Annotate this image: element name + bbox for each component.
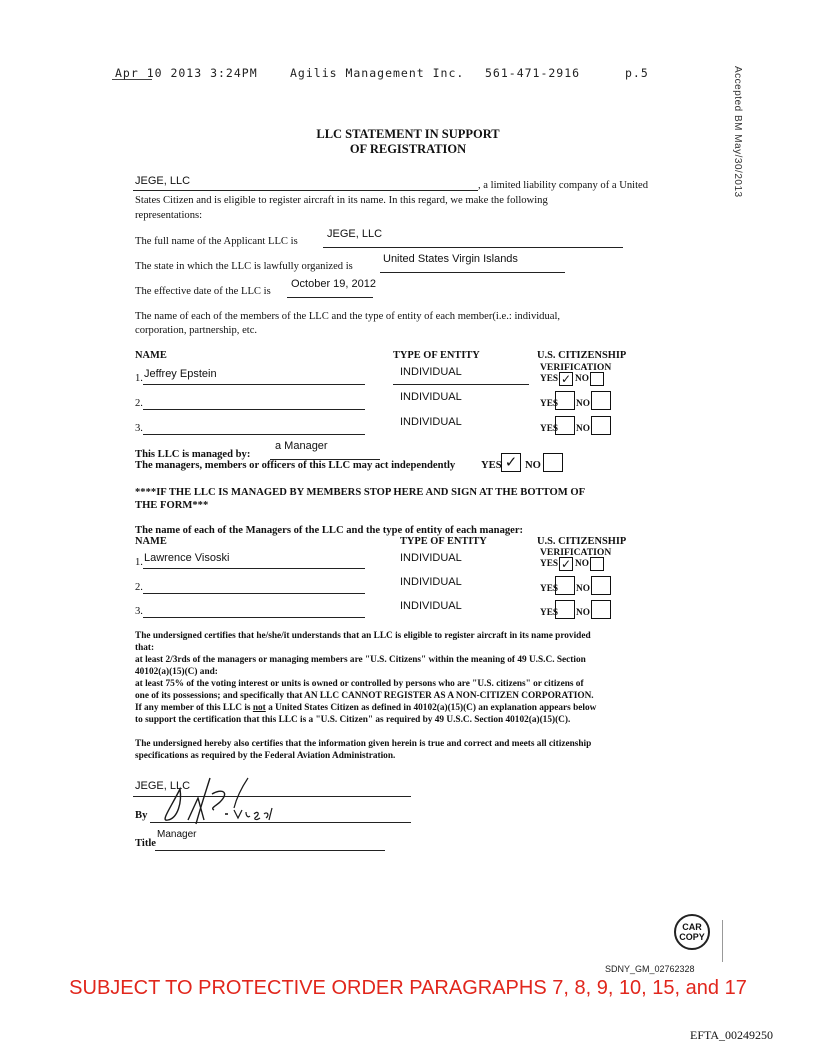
- member-2-no-label: NO: [576, 399, 590, 409]
- stop-notice-line2: THE FORM***: [135, 500, 209, 511]
- managers-intro: The name of each of the Managers of the LLC and the type of entity of each manager:: [135, 525, 524, 536]
- member-1-underline: [143, 384, 365, 385]
- member-1-yes-checkbox[interactable]: [559, 372, 573, 386]
- car-copy-stamp: [674, 914, 710, 950]
- manager-1-no-checkbox[interactable]: [590, 557, 604, 571]
- state-value: United States Virgin Islands: [383, 253, 518, 265]
- intro-line2: States Citizen and is eligible to register aircraft in its name. In this regard, we make the following: [135, 195, 548, 206]
- effective-date-value: October 19, 2012: [291, 278, 377, 290]
- form-title-line1: LLC STATEMENT IN SUPPORT: [316, 127, 500, 141]
- manager-2-yes-label: YES: [540, 584, 559, 594]
- car-copy-line1: CAR: [682, 922, 702, 932]
- independent-yes-checkbox[interactable]: [501, 453, 521, 472]
- member-1-yes-check: ✓: [560, 372, 572, 386]
- fax-company: Agilis Management Inc.: [290, 66, 465, 80]
- member-1-name: Jeffrey Epstein: [144, 368, 217, 380]
- cert-line7-end: a United States Citizen as defined in 40102(a)(15)(C) an explanation appears below: [268, 703, 597, 713]
- independent-no-checkbox[interactable]: [543, 453, 563, 472]
- manager-2-no-checkbox[interactable]: [591, 576, 611, 595]
- managers-col-name: NAME: [135, 536, 167, 547]
- member-2-underline: [143, 409, 365, 410]
- manager-2-num: 2.: [135, 582, 143, 593]
- member-1-type: INDIVIDUAL: [400, 366, 462, 378]
- full-name-underline: [323, 247, 623, 248]
- effective-date-label: The effective date of the LLC is: [135, 286, 271, 297]
- cert-line8: to support the certification that this LLC is a "U.S. Citizen" as required by 49 U.S.C. Section 40102(a)(15)(C).: [135, 715, 571, 725]
- independent-label: The managers, members or officers of this LLC may act independently: [135, 460, 456, 471]
- member-1-no-checkbox[interactable]: [590, 372, 604, 386]
- cert-line7: [135, 703, 596, 713]
- independent-no-label: NO: [525, 460, 541, 471]
- members-col-name: NAME: [135, 350, 167, 361]
- manager-1-underline: [143, 568, 365, 569]
- members-col-citizenship: U.S. CITIZENSHIP: [537, 350, 627, 361]
- cert-line1: The undersigned certifies that he/she/it understands that an LLC is eligible to register aircraft in its name provided: [135, 631, 591, 641]
- state-underline: [380, 272, 565, 273]
- member-3-type: INDIVIDUAL: [400, 416, 462, 428]
- managed-by-label: This LLC is managed by:: [135, 449, 251, 460]
- members-col-verification: VERIFICATION: [540, 362, 612, 373]
- efta-number: EFTA_00249250: [690, 1028, 774, 1042]
- by-label: By: [135, 810, 148, 821]
- full-name-label: The full name of the Applicant LLC is: [135, 236, 298, 247]
- margin-mark: [722, 920, 723, 962]
- protective-order-banner: SUBJECT TO PROTECTIVE ORDER PARAGRAPHS 7, 8, 9, 10, 15, and 17: [69, 977, 747, 999]
- intro-suffix: , a limited liability company of a United: [478, 180, 649, 191]
- member-2-yes-checkbox[interactable]: [555, 391, 575, 410]
- form-title-line2: OF REGISTRATION: [349, 142, 467, 156]
- cert-line4: 40102(a)(15)(C) and:: [135, 667, 218, 677]
- member-3-yes-label: YES: [540, 424, 559, 434]
- cert-line2: that:: [135, 643, 155, 653]
- cert-line5: at least 75% of the voting interest or units is owned or controlled by persons who are "U.S. citizens" or citizens of: [135, 679, 584, 689]
- member-3-no-label: NO: [576, 424, 590, 434]
- member-3-num: 3.: [135, 423, 143, 434]
- cert-line7-start: If any member of this LLC is: [135, 703, 251, 713]
- also-certifies-line2: specifications as required by the Federal Aviation Administration.: [135, 751, 396, 761]
- manager-2-type: INDIVIDUAL: [400, 576, 462, 588]
- manager-3-no-checkbox[interactable]: [591, 600, 611, 619]
- cert-line7-not: not: [252, 703, 266, 713]
- members-intro-line1: The name of each of the members of the LLC and the type of entity of each member(i.e.: individual,: [135, 311, 561, 322]
- member-3-yes-checkbox[interactable]: [555, 416, 575, 435]
- manager-1-yes-check: ✓: [560, 557, 572, 571]
- llc-name-underline: [133, 190, 478, 191]
- state-label: The state in which the LLC is lawfully organized is: [135, 261, 353, 272]
- also-certifies-line1: The undersigned hereby also certifies that the information given herein is true and correct and meets all citizenship: [135, 739, 592, 749]
- stop-notice-line1: ****IF THE LLC IS MANAGED BY MEMBERS STOP HERE AND SIGN AT THE BOTTOM OF: [135, 487, 586, 498]
- fax-date: Apr 10 2013 3:24PM: [115, 66, 258, 80]
- intro-line3: representations:: [135, 210, 203, 221]
- managers-col-type: TYPE OF ENTITY: [400, 536, 487, 547]
- independent-yes-check: ✓: [504, 453, 518, 471]
- signature-llc-name: JEGE, LLC: [135, 780, 191, 792]
- manager-3-yes-label: YES: [540, 608, 559, 618]
- full-name-value: JEGE, LLC: [327, 228, 383, 240]
- cert-line6: one of its possessions; and specifically that AN LLC CANNOT REGISTER AS A NON-CITIZEN CORPORATION.: [135, 691, 594, 701]
- member-1-no-label: NO: [575, 374, 589, 384]
- effective-date-underline: [287, 297, 373, 298]
- manager-3-num: 3.: [135, 606, 143, 617]
- independent-yes-label: YES: [481, 460, 502, 471]
- car-copy-line2: COPY: [679, 932, 705, 942]
- fax-phone: 561-471-2916: [485, 66, 581, 80]
- manager-1-num: 1.: [135, 557, 143, 568]
- manager-3-type: INDIVIDUAL: [400, 600, 462, 612]
- manager-3-no-label: NO: [576, 608, 590, 618]
- title-label: Title: [135, 838, 156, 849]
- member-2-no-checkbox[interactable]: [591, 391, 611, 410]
- manager-1-yes-label: YES: [540, 559, 559, 569]
- cert-line3: at least 2/3rds of the managers or managing members are "U.S. Citizens" within the meaning of 49 U.S.C. Section: [135, 655, 586, 665]
- members-intro-line2: corporation, partnership, etc.: [135, 325, 258, 336]
- title-underline: [155, 850, 385, 851]
- managers-col-citizenship: U.S. CITIZENSHIP: [537, 536, 627, 547]
- managed-by-value: a Manager: [275, 440, 328, 452]
- llc-name-field: JEGE, LLC: [135, 175, 191, 187]
- manager-3-underline: [143, 617, 365, 618]
- manager-1-no-label: NO: [575, 559, 589, 569]
- member-2-yes-label: YES: [540, 399, 559, 409]
- handwritten-signature: [150, 774, 290, 829]
- member-2-num: 2.: [135, 398, 143, 409]
- members-col-type: TYPE OF ENTITY: [393, 350, 480, 361]
- manager-2-yes-checkbox[interactable]: [555, 576, 575, 595]
- member-1-num: 1.: [135, 373, 143, 384]
- managers-col-verification: VERIFICATION: [540, 547, 612, 558]
- member-2-type: INDIVIDUAL: [400, 391, 462, 403]
- manager-3-yes-checkbox[interactable]: [555, 600, 575, 619]
- title-value: Manager: [157, 829, 197, 840]
- member-3-no-checkbox[interactable]: [591, 416, 611, 435]
- manager-2-underline: [143, 593, 365, 594]
- fax-page: p.5: [625, 66, 649, 80]
- manager-2-no-label: NO: [576, 584, 590, 594]
- bates-number: SDNY_GM_02762328: [605, 964, 695, 974]
- member-3-underline: [143, 434, 365, 435]
- manager-1-name: Lawrence Visoski: [144, 552, 230, 564]
- manager-1-type: INDIVIDUAL: [400, 552, 462, 564]
- accepted-stamp: Accepted BM May/30/2013: [732, 66, 743, 198]
- member-1-type-underline: [393, 384, 529, 385]
- manager-1-yes-checkbox[interactable]: [559, 557, 573, 571]
- member-1-yes-label: YES: [540, 374, 559, 384]
